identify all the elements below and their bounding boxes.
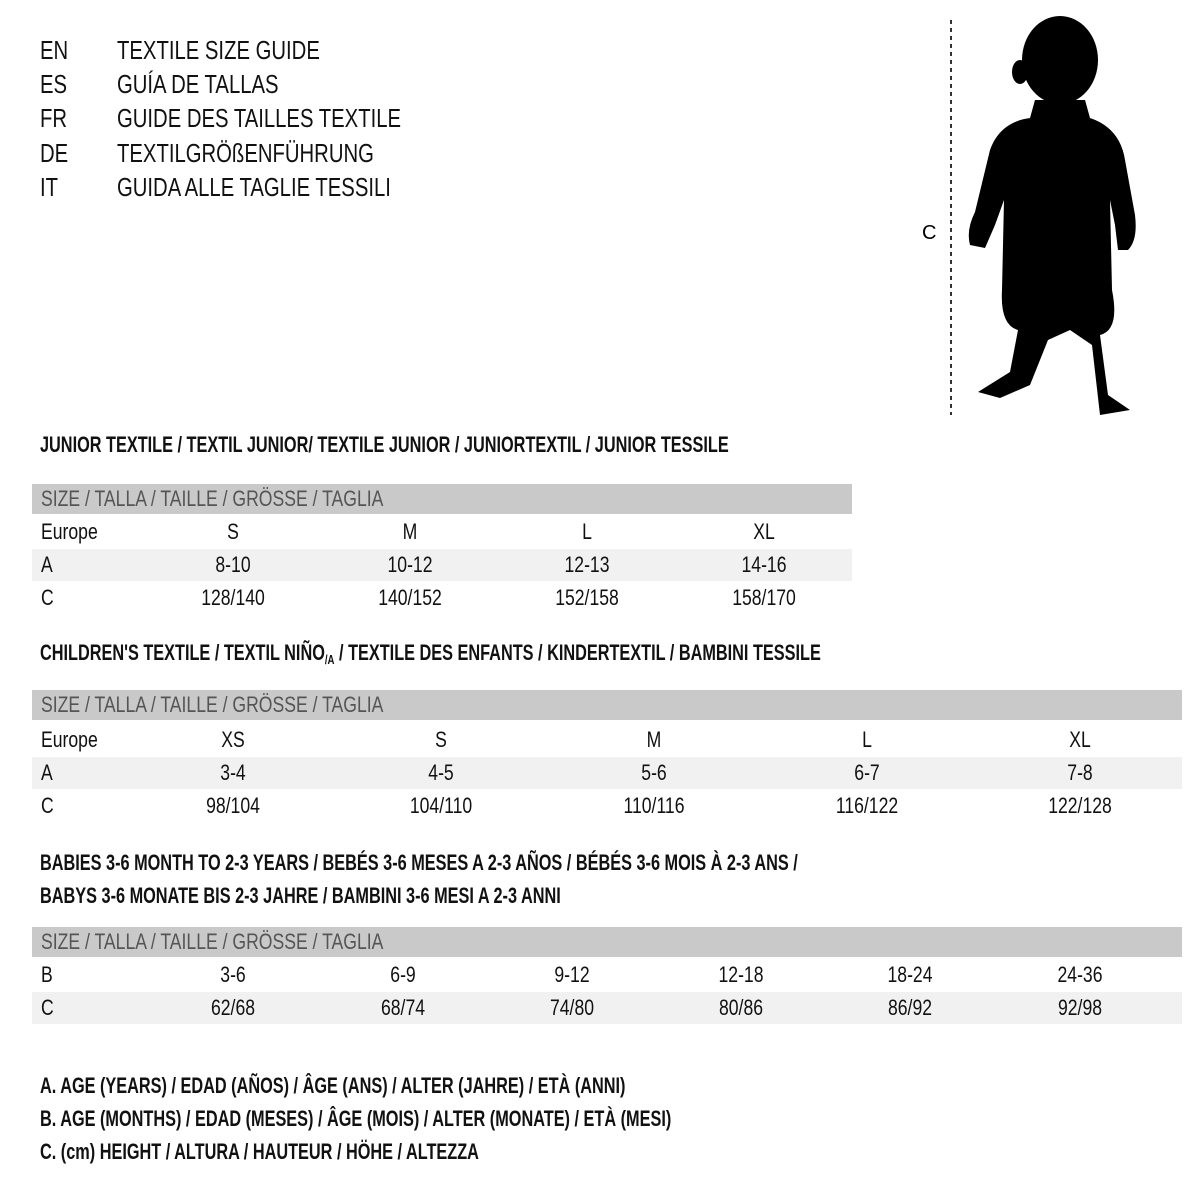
table-cell: XS: [221, 727, 245, 752]
babies-section-title-line2: BABYS 3-6 MONATE BIS 2-3 JAHRE / BAMBINI 3-6 MESI A 2-3 ANNI: [40, 883, 561, 908]
table-cell: 128/140: [201, 585, 265, 610]
table-cell: S: [435, 727, 447, 752]
row-label: C: [41, 995, 54, 1020]
children-title-part2: / TEXTILE DES ENFANTS / KINDERTEXTIL / BAMBINI TESSILE: [334, 640, 821, 665]
table-cell: 7-8: [1067, 760, 1093, 785]
table-header-label: SIZE / TALLA / TAILLE / GRÖSSE / TAGLIA: [41, 929, 384, 954]
table-cell: 5-6: [641, 760, 667, 785]
language-title: GUIDE DES TAILLES TEXTILE: [117, 103, 402, 133]
table-cell: 12-13: [564, 552, 610, 577]
child-silhouette-icon: [969, 16, 1136, 415]
language-code: FR: [40, 103, 68, 133]
children-title-part1: CHILDREN'S TEXTILE / TEXTIL NIÑO: [40, 640, 325, 665]
row-label: A: [41, 552, 53, 577]
table-cell: 62/68: [210, 995, 256, 1020]
table-header-row: [32, 927, 1182, 957]
table-row: [32, 516, 852, 548]
table-cell: 9-12: [554, 962, 590, 987]
row-label: Europe: [41, 519, 98, 544]
table-cell: 110/116: [623, 793, 685, 818]
legend-line: C. (cm) HEIGHT / ALTURA / HAUTEUR / HÖHE / ALTEZZA: [40, 1139, 479, 1164]
language-title: GUÍA DE TALLAS: [117, 69, 279, 99]
table-row: [32, 790, 1182, 822]
table-cell: 86/92: [887, 995, 933, 1020]
table-cell: 98/104: [206, 793, 260, 818]
table-cell: 4-5: [428, 760, 454, 785]
table-header-row: [32, 690, 1182, 720]
table-cell: 14-16: [741, 552, 787, 577]
table-cell: 158/170: [732, 585, 796, 610]
table-cell: 8-10: [215, 552, 251, 577]
table-cell: 68/74: [380, 995, 426, 1020]
table-cell: 92/98: [1057, 995, 1103, 1020]
table-cell: M: [646, 727, 662, 752]
table-cell: 6-7: [854, 760, 880, 785]
table-cell: S: [227, 519, 239, 544]
table-cell: XL: [753, 519, 775, 544]
language-code: DE: [40, 138, 69, 168]
language-title: TEXTILE SIZE GUIDE: [117, 35, 320, 65]
table-row: [32, 582, 852, 614]
table-cell: 10-12: [387, 552, 433, 577]
language-code: IT: [40, 172, 59, 202]
legend-line: A. AGE (YEARS) / EDAD (AÑOS) / ÂGE (ANS) / ALTER (JAHRE) / ETÀ (ANNI): [40, 1073, 626, 1098]
table-cell: 6-9: [390, 962, 416, 987]
row-label: C: [41, 793, 54, 818]
table-cell: 3-6: [220, 962, 246, 987]
table-cell: 140/152: [378, 585, 442, 610]
row-label: Europe: [41, 727, 98, 752]
language-code: EN: [40, 35, 69, 65]
child-silhouette-figure: [900, 10, 1160, 430]
language-code: ES: [40, 69, 68, 99]
table-cell: 104/110: [409, 793, 473, 818]
table-cell: 18-24: [887, 962, 933, 987]
legend-line: B. AGE (MONTHS) / EDAD (MESES) / ÂGE (MOIS) / ALTER (MONATE) / ETÀ (MESI): [40, 1106, 672, 1131]
table-cell: 122/128: [1048, 793, 1112, 818]
table-cell: 116/122: [835, 793, 899, 818]
junior-section-title: JUNIOR TEXTILE / TEXTIL JUNIOR/ TEXTILE JUNIOR / JUNIORTEXTIL / JUNIOR TESSILE: [40, 432, 729, 457]
row-label: B: [41, 962, 53, 987]
table-cell: 152/158: [555, 585, 619, 610]
children-title-sub: /A: [324, 652, 335, 667]
table-cell: 24-36: [1057, 962, 1103, 987]
row-label: A: [41, 760, 53, 785]
table-cell: XL: [1069, 727, 1091, 752]
table-cell: 80/86: [718, 995, 764, 1020]
table-cell: L: [582, 519, 592, 544]
height-label: C: [922, 222, 937, 244]
table-cell: 74/80: [549, 995, 595, 1020]
language-title: GUIDA ALLE TAGLIE TESSILI: [117, 172, 391, 202]
table-row: [32, 549, 852, 581]
table-cell: 12-18: [718, 962, 764, 987]
table-row: [32, 757, 1182, 789]
table-header-label: SIZE / TALLA / TAILLE / GRÖSSE / TAGLIA: [41, 692, 384, 717]
table-row: [32, 724, 1182, 756]
table-header-row: [32, 484, 852, 514]
table-row: [32, 992, 1182, 1024]
table-cell: M: [402, 519, 418, 544]
table-row: [32, 959, 1182, 991]
row-label: C: [41, 585, 54, 610]
language-title: TEXTILGRÖßENFÜHRUNG: [117, 138, 374, 168]
table-cell: 3-4: [220, 760, 246, 785]
children-section-title: [40, 640, 821, 673]
babies-section-title-line1: BABIES 3-6 MONTH TO 2-3 YEARS / BEBÉS 3-6 MESES A 2-3 AÑOS / BÉBÉS 3-6 MOIS À 2-3 ANS /: [40, 850, 798, 875]
table-header-label: SIZE / TALLA / TAILLE / GRÖSSE / TAGLIA: [41, 486, 384, 511]
table-cell: L: [862, 727, 872, 752]
